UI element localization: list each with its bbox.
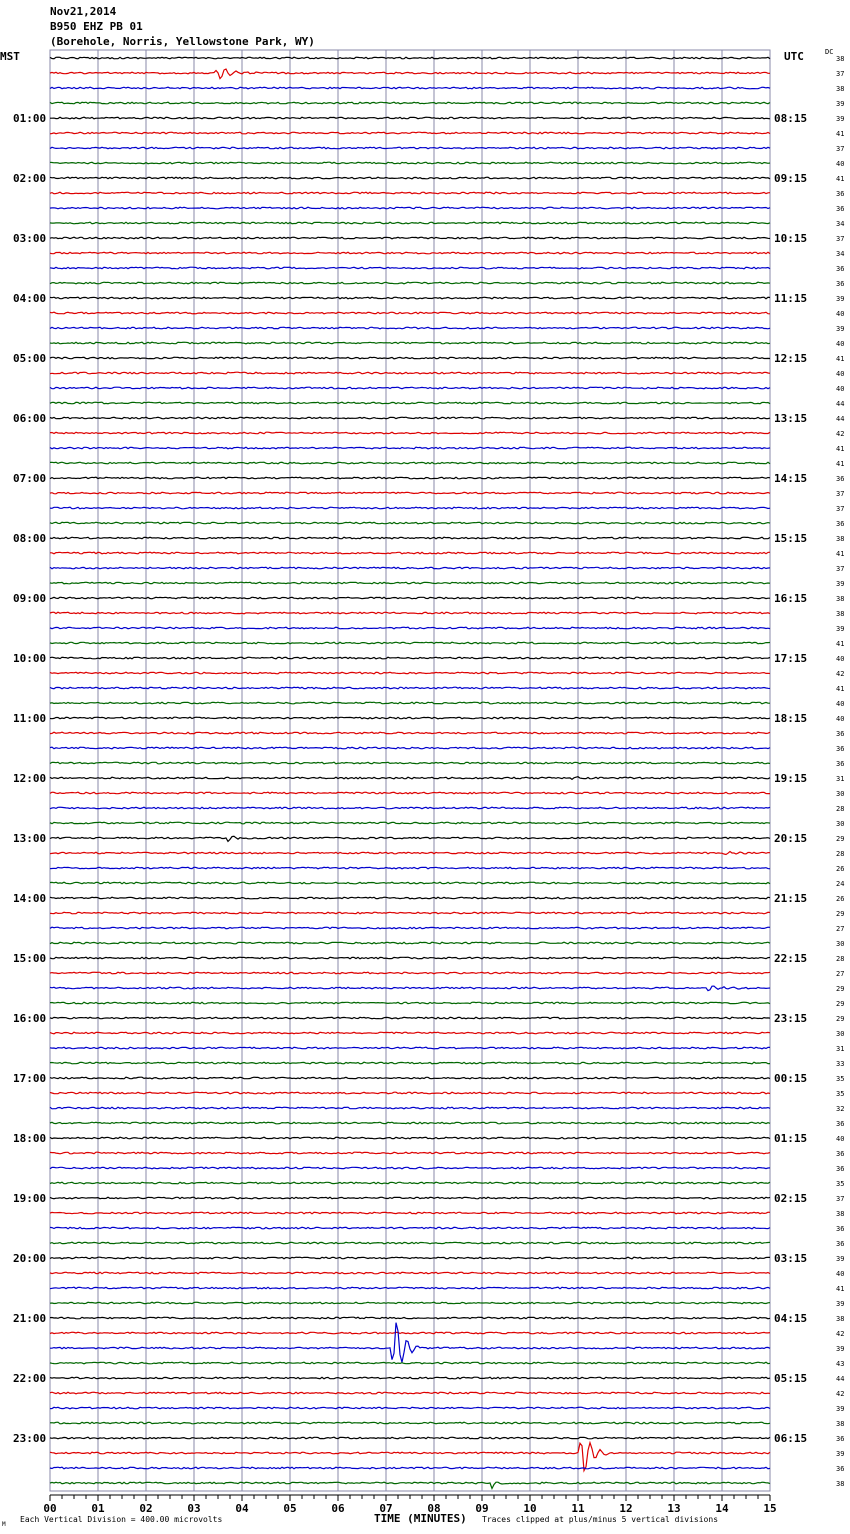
dc-offset-value: 36	[836, 730, 845, 738]
dc-offset-value: 36	[836, 745, 845, 753]
x-tick-label: 05	[283, 1502, 297, 1515]
dc-offset-value: 40	[836, 370, 845, 378]
trace-53	[50, 852, 770, 855]
dc-offset-value: 41	[836, 355, 845, 363]
dc-offset-value: 29	[836, 1015, 845, 1023]
dc-offset-value: 31	[836, 1045, 845, 1053]
mst-hour-label: 03:00	[13, 232, 47, 245]
trace-79	[50, 1242, 770, 1244]
trace-32	[50, 537, 770, 539]
mst-hour-label: 07:00	[13, 472, 47, 485]
dc-offset-value: 36	[836, 520, 845, 528]
trace-43	[50, 702, 770, 704]
trace-54	[50, 867, 770, 869]
trace-31	[50, 522, 770, 524]
dc-offset-value: 34	[836, 250, 845, 258]
trace-0	[50, 57, 770, 59]
trace-8	[50, 177, 770, 179]
trace-78	[50, 1227, 770, 1229]
traces	[50, 57, 770, 1488]
dc-offset-value: 32	[836, 1105, 845, 1113]
dc-offset-value: 41	[836, 460, 845, 468]
x-tick-label: 02	[139, 1502, 153, 1515]
trace-82	[50, 1287, 770, 1289]
trace-47	[50, 762, 770, 764]
utc-hour-label: 08:15	[774, 112, 808, 125]
x-tick-label: 08	[427, 1502, 441, 1515]
trace-1	[50, 69, 770, 79]
dc-offset-value: 29	[836, 985, 845, 993]
mst-hour-label: 15:00	[13, 952, 47, 965]
dc-offset-value: 41	[836, 640, 845, 648]
trace-36	[50, 597, 770, 599]
trace-37	[50, 612, 770, 614]
trace-4	[50, 117, 770, 119]
trace-25	[50, 432, 770, 434]
trace-28	[50, 477, 770, 479]
dc-offset-value: 39	[836, 1300, 845, 1308]
trace-83	[50, 1302, 770, 1304]
dc-offset-value: 40	[836, 715, 845, 723]
trace-40	[50, 657, 770, 659]
dc-offset-value: 38	[836, 1315, 845, 1323]
dc-offset-value: 29	[836, 835, 845, 843]
dc-offset-value: 36	[836, 475, 845, 483]
mst-hour-label: 01:00	[13, 112, 47, 125]
dc-offset-value: 36	[836, 1165, 845, 1173]
dc-offset-value: 39	[836, 100, 845, 108]
dc-offset-value: 40	[836, 340, 845, 348]
dc-offset-value: 37	[836, 505, 845, 513]
trace-66	[50, 1047, 770, 1049]
dc-offset-value: 40	[836, 700, 845, 708]
mst-hour-label: 22:00	[13, 1372, 47, 1385]
dc-offset-value: 39	[836, 1450, 845, 1458]
trace-80	[50, 1257, 770, 1259]
trace-13	[50, 252, 770, 254]
mst-hour-label: 05:00	[13, 352, 47, 365]
trace-59	[50, 942, 770, 944]
trace-21	[50, 372, 770, 374]
utc-hour-label: 02:15	[774, 1192, 808, 1205]
trace-19	[50, 342, 770, 344]
trace-9	[50, 192, 770, 194]
trace-84	[50, 1317, 770, 1319]
x-axis-title: TIME (MINUTES)	[374, 1512, 467, 1525]
dc-offset-value: 37	[836, 1195, 845, 1203]
dc-offset-value: 39	[836, 1255, 845, 1263]
dc-offset-value: 38	[836, 55, 845, 63]
dc-offset-value: 28	[836, 805, 845, 813]
utc-hour-label: 15:15	[774, 532, 808, 545]
mst-hour-label: 23:00	[13, 1432, 47, 1445]
dc-offset-value: 40	[836, 160, 845, 168]
dc-offset-value: 29	[836, 910, 845, 918]
trace-85	[50, 1332, 770, 1334]
dc-offset-value: 39	[836, 295, 845, 303]
clip-text: Traces clipped at plus/minus 5 vertical divisions	[482, 1515, 719, 1524]
utc-hour-label: 16:15	[774, 592, 808, 605]
x-tick-label: 11	[571, 1502, 585, 1515]
trace-44	[50, 717, 770, 719]
utc-hour-label: 19:15	[774, 772, 808, 785]
utc-hour-label: 17:15	[774, 652, 808, 665]
x-tick-label: 04	[235, 1502, 249, 1515]
dc-offset-value: 36	[836, 205, 845, 213]
trace-63	[50, 1002, 770, 1004]
trace-22	[50, 387, 770, 389]
mst-hour-label: 09:00	[13, 592, 47, 605]
mst-hour-label: 14:00	[13, 892, 47, 905]
trace-5	[50, 132, 770, 134]
mst-hour-label: 12:00	[13, 772, 47, 785]
dc-offset-value: 36	[836, 760, 845, 768]
dc-offset-value: 44	[836, 400, 845, 408]
x-tick-label: 14	[715, 1502, 729, 1515]
trace-20	[50, 357, 770, 359]
dc-offset-value: 30	[836, 940, 845, 948]
dc-offset-value: 35	[836, 1090, 845, 1098]
trace-65	[50, 1032, 770, 1034]
trace-23	[50, 402, 770, 404]
dc-offset-value: 30	[836, 820, 845, 828]
dc-offset-value: 40	[836, 310, 845, 318]
dc-offset-value: 41	[836, 685, 845, 693]
mst-hour-label: 17:00	[13, 1072, 47, 1085]
trace-34	[50, 567, 770, 569]
trace-94	[50, 1467, 770, 1469]
utc-axis-label: UTC	[784, 50, 804, 63]
dc-offset-value: 41	[836, 175, 845, 183]
dc-offset-value: 40	[836, 655, 845, 663]
dc-offset-value: 33	[836, 1060, 845, 1068]
scale-text: Each Vertical Division = 400.00 microvolts	[20, 1515, 223, 1524]
trace-48	[50, 777, 770, 780]
dc-offset-value: 42	[836, 430, 845, 438]
trace-95	[50, 1482, 770, 1488]
trace-17	[50, 312, 770, 314]
trace-75	[50, 1182, 770, 1184]
x-tick-label: 15	[763, 1502, 777, 1515]
dc-offset-value: 39	[836, 625, 845, 633]
trace-60	[50, 957, 770, 959]
dc-offset-value: 41	[836, 550, 845, 558]
trace-87	[50, 1362, 770, 1364]
dc-offset-value: 29	[836, 1000, 845, 1008]
trace-74	[50, 1167, 770, 1169]
trace-30	[50, 507, 770, 509]
dc-offset-value: 42	[836, 670, 845, 678]
dc-offset-value: 42	[836, 1390, 845, 1398]
mst-hour-label: 11:00	[13, 712, 47, 725]
trace-46	[50, 747, 770, 749]
trace-92	[50, 1437, 770, 1439]
trace-12	[50, 237, 770, 239]
mst-hour-label: 08:00	[13, 532, 47, 545]
dc-offset-value: 42	[836, 1330, 845, 1338]
dc-offset-value: 36	[836, 1465, 845, 1473]
dc-offset-value: 40	[836, 1270, 845, 1278]
mst-hour-label: 18:00	[13, 1132, 47, 1145]
trace-15	[50, 282, 770, 284]
trace-39	[50, 642, 770, 644]
trace-18	[50, 327, 770, 329]
dc-offset-value: 39	[836, 115, 845, 123]
trace-51	[50, 822, 770, 824]
trace-3	[50, 102, 770, 104]
trace-14	[50, 267, 770, 269]
utc-hour-label: 04:15	[774, 1312, 808, 1325]
trace-42	[50, 687, 770, 689]
x-tick-label: 09	[475, 1502, 489, 1515]
x-tick-label: 06	[331, 1502, 345, 1515]
utc-hour-label: 14:15	[774, 472, 808, 485]
dc-offset-value: 35	[836, 1075, 845, 1083]
x-tick-label: 12	[619, 1502, 633, 1515]
dc-offset-value: 44	[836, 1375, 845, 1383]
trace-93	[50, 1443, 770, 1471]
trace-24	[50, 417, 770, 419]
trace-58	[50, 927, 770, 929]
x-tick-label: 07	[379, 1502, 393, 1515]
trace-57	[50, 912, 770, 914]
utc-hour-label: 06:15	[774, 1432, 808, 1445]
mst-hour-label: 16:00	[13, 1012, 47, 1025]
trace-61	[50, 972, 770, 974]
dc-offset-value: 38	[836, 1420, 845, 1428]
dc-offset-value: 39	[836, 1345, 845, 1353]
dc-offset-value: 41	[836, 130, 845, 138]
grid	[50, 50, 770, 1491]
trace-50	[50, 807, 770, 809]
dc-offset-value: 44	[836, 415, 845, 423]
dc-offset-value: 36	[836, 265, 845, 273]
dc-offset-value: 27	[836, 970, 845, 978]
utc-hour-label: 09:15	[774, 172, 808, 185]
trace-88	[50, 1377, 770, 1379]
trace-86	[50, 1323, 770, 1363]
utc-hour-label: 03:15	[774, 1252, 808, 1265]
trace-11	[50, 222, 770, 224]
trace-81	[50, 1272, 770, 1274]
dc-offset-value: 24	[836, 880, 845, 888]
trace-16	[50, 297, 770, 299]
dc-offset-value: 43	[836, 1360, 845, 1368]
dc-offset-value: 35	[836, 1180, 845, 1188]
trace-64	[50, 1017, 770, 1019]
mst-axis-label: MST	[0, 50, 20, 63]
dc-offset-value: 37	[836, 235, 845, 243]
dc-offset-value: 39	[836, 580, 845, 588]
utc-hour-label: 05:15	[774, 1372, 808, 1385]
x-tick-label: 10	[523, 1502, 537, 1515]
dc-offset-value: 36	[836, 280, 845, 288]
mst-hour-label: 06:00	[13, 412, 47, 425]
dc-offset-value: 37	[836, 70, 845, 78]
dc-offset-value: 27	[836, 925, 845, 933]
dc-offset-value: 41	[836, 1285, 845, 1293]
date-label: Nov21,2014	[50, 5, 117, 18]
utc-hour-label: 12:15	[774, 352, 808, 365]
mst-hour-label: 10:00	[13, 652, 47, 665]
mst-hour-label: 13:00	[13, 832, 47, 845]
dc-offset-value: 38	[836, 535, 845, 543]
dc-offset-value: 37	[836, 565, 845, 573]
x-tick-label: 00	[43, 1502, 57, 1515]
trace-52	[50, 836, 770, 841]
utc-hour-label: 10:15	[774, 232, 808, 245]
trace-27	[50, 462, 770, 464]
dc-offset-value: 38	[836, 1480, 845, 1488]
trace-2	[50, 87, 770, 89]
dc-offset-value: 28	[836, 850, 845, 858]
x-tick-label: 13	[667, 1502, 681, 1515]
utc-hour-label: 20:15	[774, 832, 808, 845]
trace-29	[50, 492, 770, 494]
utc-hour-label: 13:15	[774, 412, 808, 425]
plot-frame	[50, 50, 770, 1491]
utc-hour-label: 00:15	[774, 1072, 808, 1085]
dc-offset-value: 26	[836, 895, 845, 903]
trace-76	[50, 1197, 770, 1199]
trace-62	[50, 986, 770, 991]
dc-offset-value: 36	[836, 1150, 845, 1158]
dc-offset-value: 28	[836, 955, 845, 963]
mst-hour-label: 04:00	[13, 292, 47, 305]
trace-10	[50, 207, 770, 209]
trace-49	[50, 792, 770, 794]
trace-67	[50, 1062, 770, 1064]
trace-68	[50, 1077, 770, 1079]
trace-7	[50, 162, 770, 164]
trace-69	[50, 1092, 770, 1094]
trace-55	[50, 882, 770, 884]
utc-hour-label: 01:15	[774, 1132, 808, 1145]
dc-offset-value: 40	[836, 1135, 845, 1143]
dc-offset-value: 34	[836, 220, 845, 228]
trace-70	[50, 1107, 770, 1109]
trace-90	[50, 1407, 770, 1409]
dc-offset-value: 38	[836, 610, 845, 618]
trace-26	[50, 447, 770, 449]
dc-offset-value: 38	[836, 85, 845, 93]
dc-offset-value: 38	[836, 1210, 845, 1218]
trace-73	[50, 1152, 770, 1154]
utc-hour-label: 23:15	[774, 1012, 808, 1025]
utc-hour-label: 18:15	[774, 712, 808, 725]
station-label: B950 EHZ PB 01	[50, 20, 143, 33]
trace-6	[50, 147, 770, 149]
dc-offset-value: 37	[836, 490, 845, 498]
trace-89	[50, 1392, 770, 1394]
dc-offset-value: 37	[836, 145, 845, 153]
dc-offset-value: 36	[836, 1240, 845, 1248]
corner-mark: M	[2, 1521, 6, 1528]
dc-label: DC	[825, 48, 834, 56]
trace-72	[50, 1137, 770, 1139]
mst-hour-label: 21:00	[13, 1312, 47, 1325]
utc-hour-label: 22:15	[774, 952, 808, 965]
dc-offset-value: 36	[836, 1225, 845, 1233]
trace-35	[50, 582, 770, 584]
trace-91	[50, 1422, 770, 1424]
dc-offset-value: 39	[836, 325, 845, 333]
dc-offset-value: 26	[836, 865, 845, 873]
mst-hour-label: 02:00	[13, 172, 47, 185]
dc-offset-value: 41	[836, 445, 845, 453]
mst-hour-label: 19:00	[13, 1192, 47, 1205]
trace-45	[50, 732, 770, 734]
dc-offset-value: 30	[836, 790, 845, 798]
dc-offset-value: 40	[836, 385, 845, 393]
trace-71	[50, 1122, 770, 1124]
x-tick-label: 01	[91, 1502, 105, 1515]
trace-77	[50, 1212, 770, 1214]
trace-41	[50, 672, 770, 674]
dc-offset-value: 38	[836, 595, 845, 603]
trace-38	[50, 627, 770, 629]
dc-offset-value: 36	[836, 1120, 845, 1128]
dc-offset-value: 30	[836, 1030, 845, 1038]
dc-offset-value: 31	[836, 775, 845, 783]
x-tick-label: 03	[187, 1502, 201, 1515]
dc-offset-value: 36	[836, 190, 845, 198]
utc-hour-label: 11:15	[774, 292, 808, 305]
dc-offset-value: 36	[836, 1435, 845, 1443]
trace-33	[50, 552, 770, 554]
trace-56	[50, 897, 770, 899]
utc-hour-label: 21:15	[774, 892, 808, 905]
location-label: (Borehole, Norris, Yellowstone Park, WY)	[50, 35, 315, 48]
dc-offset-value: 39	[836, 1405, 845, 1413]
mst-hour-label: 20:00	[13, 1252, 47, 1265]
